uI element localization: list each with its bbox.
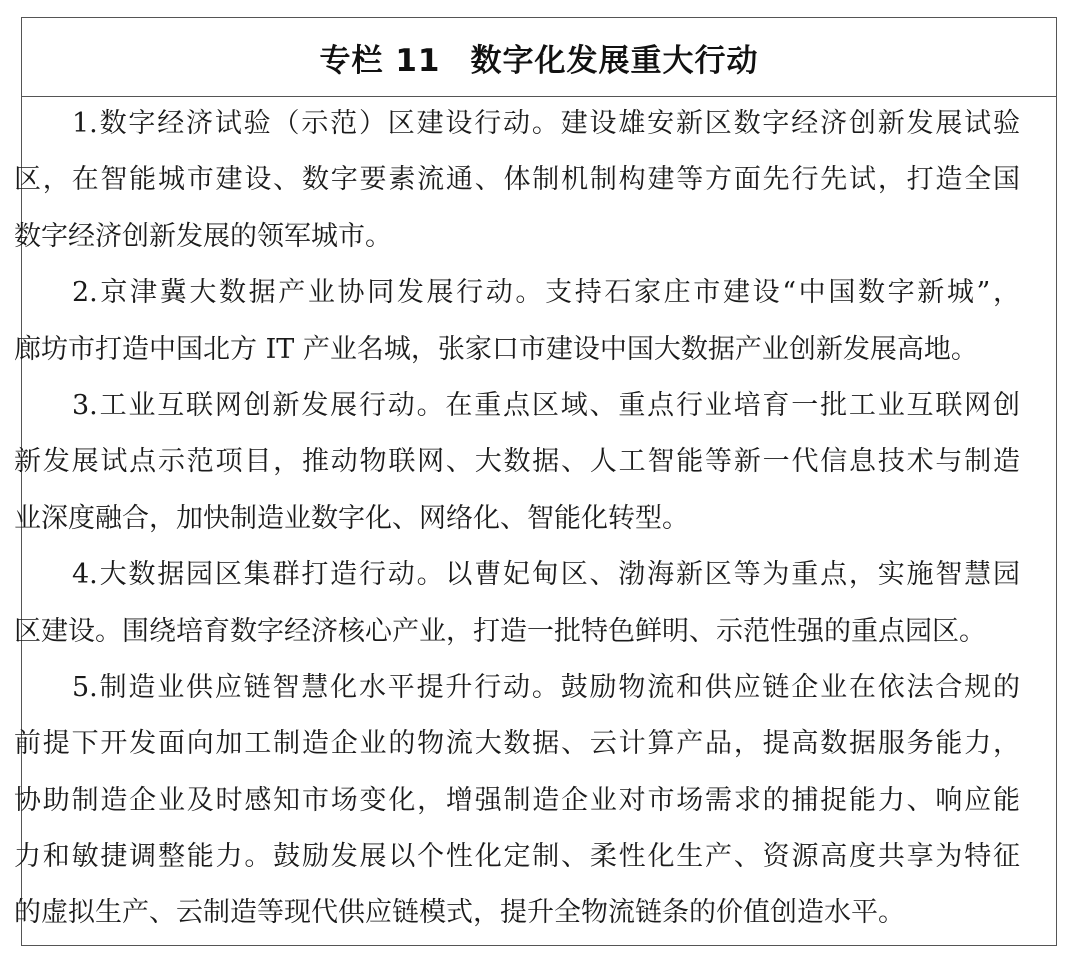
paragraph-line: 前提下开发面向加工制造企业的物流大数据、云计算产品，提高数据服务能力， bbox=[14, 728, 1020, 760]
paragraph-line: 2.京津冀大数据产业协同发展行动。支持石家庄市建设“中国数字新城”， bbox=[72, 277, 1020, 309]
paragraph-line: 区建设。围绕培育数字经济核心产业，打造一批特色鲜明、示范性强的重点园区。 bbox=[14, 615, 986, 647]
paragraph-line: 3.工业互联网创新发展行动。在重点区域、重点行业培育一批工业互联网创 bbox=[72, 389, 1020, 421]
box-content bbox=[14, 96, 1020, 942]
box-title bbox=[320, 35, 759, 80]
paragraph-line: 5.制造业供应链智慧化水平提升行动。鼓励物流和供应链企业在依法合规的 bbox=[72, 671, 1020, 703]
paragraph-line: 业深度融合，加快制造业数字化、网络化、智能化转型。 bbox=[14, 502, 689, 534]
paragraph-line: 新发展试点示范项目，推动物联网、大数据、人工智能等新一代信息技术与制造 bbox=[14, 446, 1020, 478]
paragraph-line: 的虚拟生产、云制造等现代供应链模式，提升全物流链条的价值创造水平。 bbox=[14, 897, 905, 929]
box-title-label: 专栏 11 bbox=[319, 42, 441, 79]
paragraph-line: 1.数字经济试验（示范）区建设行动。建设雄安新区数字经济创新发展试验 bbox=[72, 108, 1020, 139]
paragraph-3 bbox=[14, 378, 1020, 547]
paragraph-line: 廊坊市打造中国北方 IT 产业名城，张家口市建设中国大数据产业创新发展高地。 bbox=[14, 333, 978, 365]
paragraph-1 bbox=[14, 96, 1020, 265]
paragraph-line: 协助制造企业及时感知市场变化，增强制造企业对市场需求的捕捉能力、响应能 bbox=[14, 784, 1020, 816]
box-title-text: 数字化发展重大行动 bbox=[470, 42, 759, 79]
paragraph-line: 数字经济创新发展的领军城市。 bbox=[14, 220, 392, 252]
paragraph-4 bbox=[14, 547, 1020, 660]
paragraph-5 bbox=[14, 660, 1020, 942]
paragraph-2 bbox=[14, 265, 1020, 378]
paragraph-line: 4.大数据园区集群打造行动。以曹妃甸区、渤海新区等为重点，实施智慧园 bbox=[72, 559, 1020, 591]
title-row bbox=[22, 18, 1056, 97]
paragraph-line: 力和敏捷调整能力。鼓励发展以个性化定制、柔性化生产、资源高度共享为特征 bbox=[14, 841, 1020, 873]
paragraph-line: 区，在智能城市建设、数字要素流通、体制机制构建等方面先行先试，打造全国 bbox=[14, 164, 1020, 196]
